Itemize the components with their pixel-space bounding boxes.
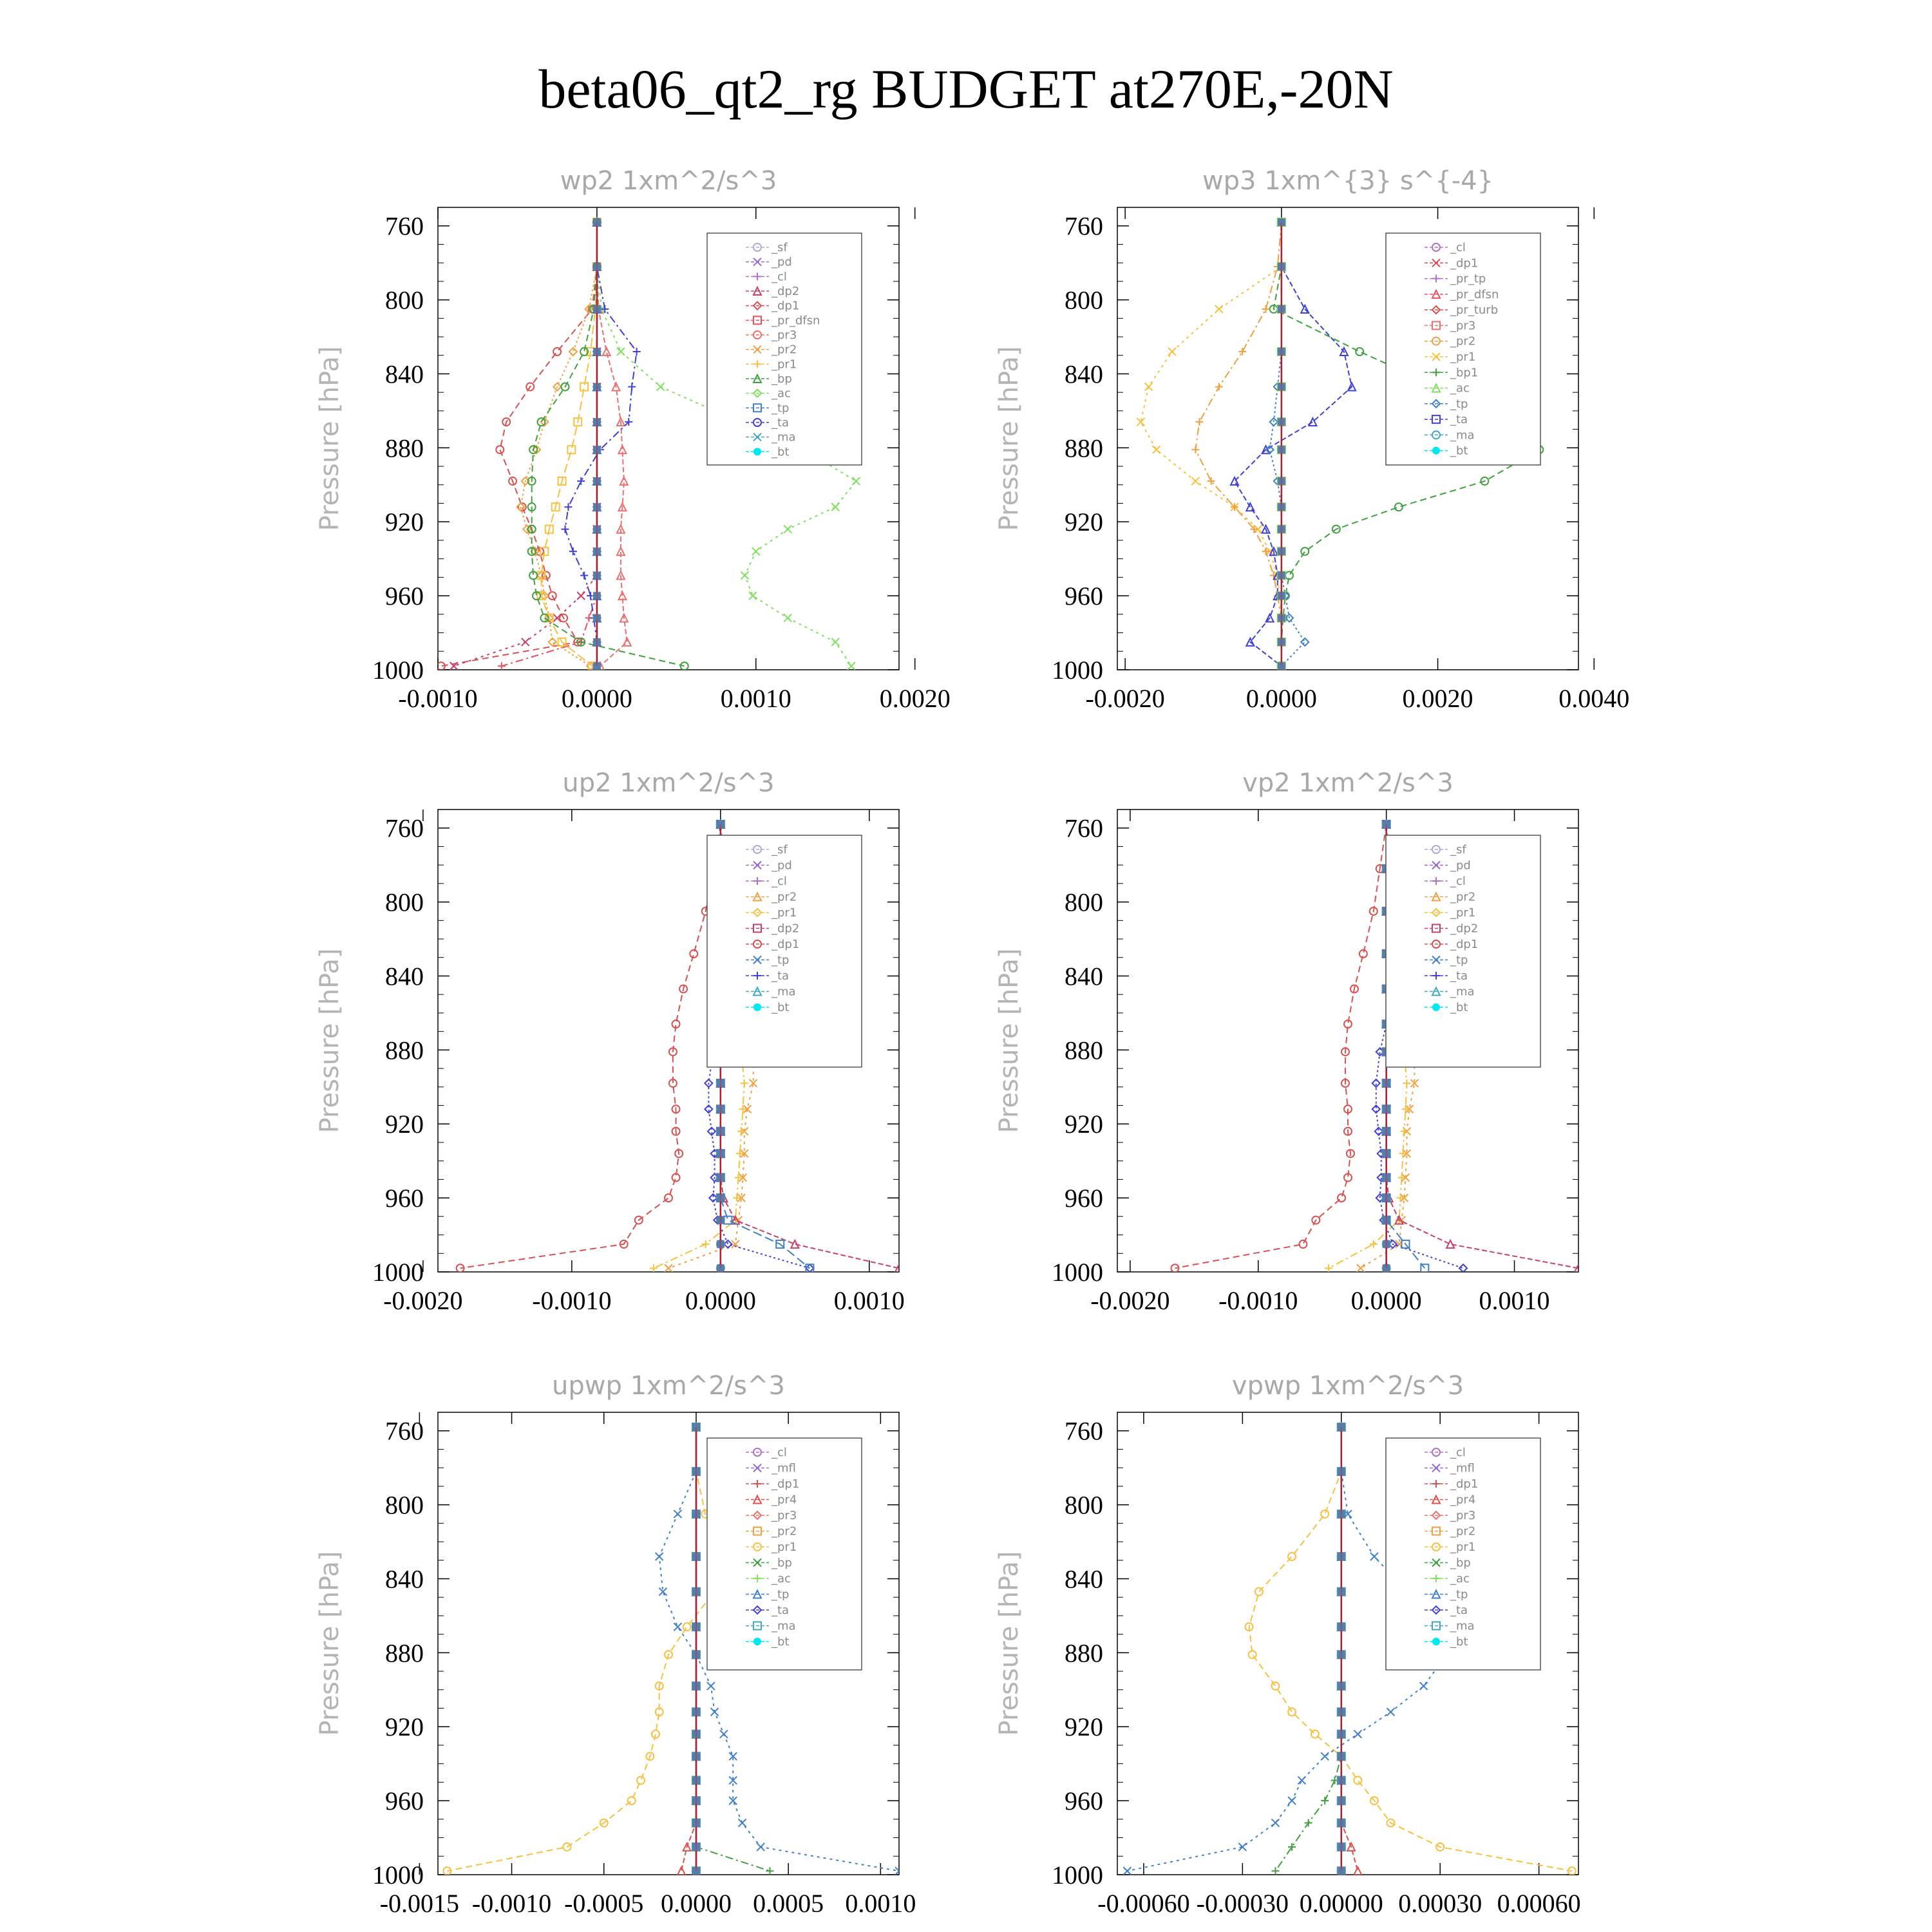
legend-label: _tp	[772, 401, 790, 415]
series-markers-pr_dfsn	[498, 218, 601, 670]
data-point	[593, 614, 601, 622]
panel-1	[315, 166, 951, 713]
y-axis-label: Pressure [hPa]	[994, 948, 1024, 1133]
y-tick-label: 960	[385, 1184, 424, 1213]
legend-label: _cl	[1450, 241, 1466, 254]
data-point	[593, 547, 601, 555]
x-tick-label: -0.0010	[398, 684, 478, 713]
legend-label: _tp	[1450, 1587, 1468, 1602]
y-tick-label: 800	[1065, 887, 1103, 917]
legend-label: _dp1	[1450, 256, 1479, 270]
y-tick-label: 1000	[372, 1861, 424, 1889]
legend-label: _pr1	[1450, 350, 1476, 364]
series-line-dp1	[1175, 824, 1387, 1268]
legend-label: _cl	[772, 875, 787, 888]
figure-title: beta06_qt2_rg BUDGET at270E,-20N	[538, 58, 1394, 120]
legend-label: _dp2	[772, 285, 800, 298]
data-point	[1278, 547, 1285, 555]
data-point	[1338, 1588, 1345, 1596]
data-point	[692, 1777, 700, 1785]
series-line-dp1	[460, 824, 721, 1268]
data-point	[692, 1819, 700, 1827]
data-point	[1338, 1651, 1345, 1658]
y-tick-label: 880	[385, 1036, 424, 1065]
legend	[1386, 233, 1540, 465]
y-tick-label: 920	[385, 1110, 424, 1139]
legend-label: _bt	[772, 1001, 790, 1014]
legend-label: _pr1	[1450, 1540, 1476, 1554]
data-point	[692, 1468, 700, 1475]
legend-label: _cl	[1450, 875, 1466, 888]
data-point	[1278, 263, 1285, 270]
x-tick-label: 0.0020	[1402, 684, 1473, 713]
legend-label: _bt	[1450, 444, 1468, 458]
legend-label: _pr2	[1450, 1524, 1476, 1539]
series-line-ta	[1235, 222, 1352, 666]
series-line-pr_dfsn	[502, 222, 597, 666]
data-point	[593, 638, 601, 646]
data-point	[593, 572, 601, 580]
legend-label: _pr4	[772, 1493, 797, 1507]
data-point	[1383, 1150, 1390, 1157]
legend-label: _bt	[1450, 1635, 1468, 1649]
data-point	[717, 1174, 724, 1182]
panel-4	[994, 768, 1582, 1315]
data-point	[1278, 526, 1285, 533]
x-tick-label: 0.00000	[1299, 1889, 1383, 1918]
legend-label: _ac	[1450, 1572, 1470, 1586]
y-tick-label: 960	[1065, 1786, 1103, 1816]
y-tick-label: 920	[1065, 1712, 1103, 1742]
y-tick-label: 760	[1065, 211, 1103, 241]
legend-label: _dp2	[1450, 922, 1479, 936]
data-point	[1383, 820, 1390, 828]
y-tick-label: 800	[385, 887, 424, 917]
y-tick-label: 760	[1065, 813, 1103, 843]
y-tick-label: 760	[1065, 1416, 1103, 1446]
legend-label: _bp	[772, 1556, 792, 1570]
data-point	[692, 1752, 700, 1760]
legend-label: _pd	[1450, 858, 1471, 873]
series-markers-pr3	[593, 218, 631, 670]
data-point	[1338, 1777, 1345, 1785]
legend-label: _tp	[1450, 397, 1468, 411]
legend-label: _pr1	[772, 357, 797, 372]
y-tick-label: 1000	[372, 1258, 424, 1287]
legend	[707, 233, 862, 465]
y-tick-label: 800	[1065, 285, 1103, 315]
data-point	[692, 1843, 700, 1851]
data-point	[1338, 1843, 1345, 1851]
legend-label: _ma	[772, 430, 796, 444]
series-line-bp	[1276, 1427, 1341, 1871]
data-point	[593, 477, 601, 485]
data-point	[1278, 572, 1285, 580]
x-tick-label: 0.00060	[1497, 1889, 1581, 1918]
legend-label: _dp1	[1450, 1477, 1479, 1491]
y-tick-label: 920	[385, 1712, 424, 1742]
y-tick-label: 840	[1065, 1564, 1103, 1594]
data-point	[1383, 1079, 1390, 1087]
data-point	[593, 503, 601, 511]
x-tick-label: 0.0010	[1479, 1286, 1550, 1315]
y-tick-label: 1000	[1052, 1258, 1103, 1287]
series-markers-pr1	[537, 218, 600, 670]
data-point	[593, 662, 601, 670]
legend-label: _bp	[1450, 1556, 1471, 1570]
legend-label: _mfl	[1450, 1461, 1475, 1475]
legend-label: _dp1	[772, 938, 800, 951]
x-tick-label: 0.0000	[660, 1889, 732, 1918]
legend-label: _dp1	[1450, 938, 1479, 951]
y-tick-label: 1000	[372, 656, 424, 685]
data-point	[1278, 592, 1285, 600]
legend-label: _pr_dfsn	[772, 314, 820, 328]
legend-label: _sf	[1450, 843, 1466, 857]
legend-label: _pd	[772, 255, 792, 269]
data-point	[593, 348, 601, 355]
x-tick-label: -0.0010	[1218, 1286, 1298, 1315]
data-point	[717, 1264, 724, 1272]
y-tick-label: 840	[385, 359, 424, 389]
x-tick-label: 0.0040	[1558, 684, 1630, 713]
legend-label: _pr1	[772, 1540, 797, 1554]
x-tick-label: 0.00030	[1398, 1889, 1482, 1918]
data-point	[1338, 1623, 1345, 1631]
series-markers-ta	[1231, 218, 1356, 670]
data-point	[593, 263, 601, 270]
y-tick-label: 920	[1065, 507, 1103, 537]
y-tick-label: 840	[1065, 359, 1103, 389]
x-tick-label: 0.0000	[1350, 1286, 1422, 1315]
x-tick-label: -0.00060	[1097, 1889, 1190, 1918]
legend-label: _pr3	[1450, 319, 1476, 333]
y-tick-label: 880	[1065, 1638, 1103, 1668]
x-ticks	[1085, 207, 1629, 713]
legend-label: _ma	[1450, 1619, 1475, 1633]
legend-label: _tp	[772, 1587, 790, 1602]
series-line-pr2	[1195, 222, 1281, 666]
y-tick-label: 800	[385, 285, 424, 315]
data-point	[1383, 1264, 1390, 1272]
legend	[1386, 1438, 1540, 1670]
legend-label: _pr_tp	[1450, 272, 1486, 286]
data-point	[1383, 1128, 1390, 1135]
data-point	[1278, 218, 1285, 226]
data-point	[1338, 1797, 1345, 1804]
legend-label: _pr1	[772, 906, 797, 920]
y-tick-label: 760	[385, 1416, 424, 1446]
legend-label: _ma	[772, 985, 796, 999]
y-tick-label: 800	[385, 1490, 424, 1520]
series-line-pr1	[1141, 222, 1281, 666]
data-point	[1338, 1468, 1345, 1475]
panel-3	[315, 768, 905, 1315]
data-point	[593, 446, 601, 453]
data-point	[717, 1150, 724, 1157]
legend-label: _tp	[1450, 953, 1468, 967]
series-markers-pr1	[443, 1423, 728, 1875]
data-point	[1383, 1105, 1390, 1113]
legend-label: _sf	[772, 843, 788, 857]
data-point	[1278, 446, 1285, 453]
x-tick-label: -0.0020	[383, 1286, 463, 1315]
y-tick-label: 960	[1065, 582, 1103, 611]
x-tick-label: 0.0000	[685, 1286, 756, 1315]
x-tick-label: 0.0005	[753, 1889, 824, 1918]
y-tick-label: 880	[1065, 433, 1103, 463]
y-tick-label: 840	[1065, 961, 1103, 991]
data-point	[692, 1623, 700, 1631]
x-tick-label: -0.0010	[532, 1286, 612, 1315]
data-point	[717, 1194, 724, 1202]
y-axis-label: Pressure [hPa]	[315, 948, 345, 1133]
legend-label: _bp1	[1450, 366, 1479, 380]
panel-title: up2 1xm^2/s^3	[562, 768, 775, 798]
data-point	[1338, 1752, 1345, 1760]
legend-label: _pr3	[772, 328, 797, 342]
legend-label: _bt	[1450, 1001, 1468, 1014]
panel-5	[315, 1371, 916, 1918]
data-point	[1338, 1553, 1345, 1560]
data-point	[692, 1867, 700, 1875]
data-point	[1338, 1682, 1345, 1690]
series-markers-dp2	[450, 218, 601, 670]
data-point	[717, 1079, 724, 1087]
legend-label: _bp	[772, 372, 792, 386]
y-tick-label: 1000	[1052, 656, 1103, 685]
data-point	[1278, 662, 1285, 670]
legend-label: _pr3	[772, 1509, 797, 1522]
x-tick-label: -0.00030	[1196, 1889, 1289, 1918]
data-point	[1338, 1423, 1345, 1431]
series-markers-dp1	[437, 218, 601, 670]
legend-label: _pd	[772, 858, 792, 873]
panel-title: wp3 1xm^{3} s^{-4}	[1202, 166, 1494, 196]
y-tick-label: 920	[385, 507, 424, 537]
legend-label: _ta	[1450, 969, 1468, 983]
legend-label: _ta	[1450, 1604, 1468, 1617]
legend-label: _pr_turb	[1450, 303, 1499, 317]
legend-label: _bt	[772, 1635, 790, 1649]
panel-title: vp2 1xm^2/s^3	[1242, 768, 1454, 798]
data-point	[1383, 1240, 1390, 1248]
series-markers-pr2	[1191, 218, 1285, 670]
legend-label: _ta	[772, 969, 790, 983]
data-point	[593, 305, 601, 313]
data-point	[1338, 1708, 1345, 1716]
y-tick-label: 880	[1065, 1036, 1103, 1065]
data-point	[692, 1651, 700, 1658]
legend-label: _tp	[772, 953, 790, 967]
data-point	[692, 1588, 700, 1596]
legend-label: _ac	[772, 386, 791, 401]
y-axis-label: Pressure [hPa]	[315, 1551, 345, 1736]
data-point	[1278, 348, 1285, 355]
x-ticks	[398, 207, 950, 713]
legend-label: _cl	[1450, 1446, 1466, 1459]
data-point	[1278, 383, 1285, 391]
legend-label: _pr2	[772, 890, 797, 904]
y-tick-label: 760	[385, 813, 424, 843]
data-point	[1338, 1867, 1345, 1875]
series-line-dp2	[454, 222, 597, 666]
data-point	[1278, 503, 1285, 511]
y-tick-label: 960	[385, 582, 424, 611]
legend-label: _cl	[772, 1446, 787, 1459]
x-tick-label: -0.0020	[1090, 1286, 1170, 1315]
data-point	[1278, 418, 1285, 426]
zero-markers	[1338, 1423, 1345, 1875]
legend-label: _dp2	[772, 922, 800, 936]
x-tick-label: 0.0000	[1245, 684, 1317, 713]
legend-label: _ta	[772, 1604, 790, 1617]
legend-marker	[753, 1638, 761, 1645]
y-tick-label: 960	[385, 1786, 424, 1816]
x-tick-label: 0.0010	[845, 1889, 916, 1918]
legend-label: _sf	[772, 241, 788, 254]
y-tick-label: 920	[1065, 1110, 1103, 1139]
legend-label: _ac	[772, 1572, 791, 1586]
data-point	[692, 1730, 700, 1738]
data-point	[692, 1553, 700, 1560]
data-point	[692, 1797, 700, 1804]
data-point	[1278, 638, 1285, 646]
x-tick-label: -0.0010	[471, 1889, 552, 1918]
legend-label: _dp1	[772, 299, 800, 313]
data-point	[1278, 477, 1285, 485]
legend-label: _ma	[1450, 428, 1475, 442]
data-point	[1278, 305, 1285, 313]
y-tick-label: 880	[385, 1638, 424, 1668]
data-point	[717, 820, 724, 828]
data-point	[1338, 1730, 1345, 1738]
zero-markers	[692, 1423, 700, 1875]
legend-label: _ta	[1450, 413, 1468, 427]
legend	[707, 835, 862, 1067]
data-point	[1278, 614, 1285, 622]
series-line-pr2	[520, 222, 597, 666]
panel-2	[994, 166, 1629, 713]
series-line-pr1	[542, 222, 597, 666]
y-tick-label: 840	[385, 961, 424, 991]
series-line-pr1	[447, 1427, 724, 1871]
legend-marker	[1432, 447, 1440, 455]
data-point	[717, 1128, 724, 1135]
legend-label: _pr2	[772, 1524, 797, 1539]
x-tick-label: -0.0005	[564, 1889, 644, 1918]
data-point	[1383, 1217, 1390, 1224]
data-point	[593, 592, 601, 600]
legend-marker	[753, 1003, 761, 1011]
data-point	[692, 1682, 700, 1690]
data-point	[692, 1423, 700, 1431]
legend-label: _pr3	[1450, 1509, 1476, 1522]
panel-6	[994, 1371, 1581, 1918]
x-tick-label: 0.0010	[720, 684, 791, 713]
y-tick-label: 880	[385, 433, 424, 463]
series-line-dp1	[441, 222, 597, 666]
legend-label: _pr2	[1450, 890, 1476, 904]
legend-label: _ac	[1450, 381, 1470, 395]
legend-label: _pr1	[1450, 906, 1476, 920]
data-point	[1338, 1819, 1345, 1827]
legend-label: _pr2	[1450, 334, 1476, 348]
legend-label: _mfl	[772, 1461, 796, 1475]
y-tick-label: 760	[385, 211, 424, 241]
x-tick-label: 0.0000	[561, 684, 632, 713]
panel-title: upwp 1xm^2/s^3	[552, 1371, 785, 1401]
series-markers-pr2	[516, 218, 601, 670]
legend-label: _dp1	[772, 1477, 800, 1491]
data-point	[593, 383, 601, 391]
panel-title: wp2 1xm^2/s^3	[560, 166, 777, 196]
data-point	[692, 1510, 700, 1518]
x-tick-label: 0.0010	[833, 1286, 905, 1315]
panel-title: vpwp 1xm^2/s^3	[1231, 1371, 1464, 1401]
series-markers-dp1	[457, 820, 724, 1272]
legend-marker	[753, 448, 761, 455]
legend-label: _ma	[772, 1619, 796, 1633]
x-tick-label: -0.0020	[1085, 684, 1165, 713]
data-point	[593, 418, 601, 426]
data-point	[1383, 1174, 1390, 1182]
legend	[707, 1438, 862, 1670]
data-point	[1338, 1510, 1345, 1518]
data-point	[593, 218, 601, 226]
legend-label: _pr2	[772, 343, 797, 357]
y-tick-label: 960	[1065, 1184, 1103, 1213]
y-tick-label: 1000	[1052, 1861, 1103, 1889]
legend-label: _pr4	[1450, 1493, 1476, 1507]
y-tick-label: 840	[385, 1564, 424, 1594]
series-markers-bp	[528, 218, 688, 670]
series-markers-pr1	[1137, 218, 1285, 670]
legend-marker	[1432, 1638, 1440, 1645]
data-point	[717, 1217, 724, 1224]
x-tick-label: -0.0015	[379, 1889, 460, 1918]
data-point	[717, 1105, 724, 1113]
data-point	[717, 1240, 724, 1248]
y-tick-label: 800	[1065, 1490, 1103, 1520]
data-point	[692, 1708, 700, 1716]
legend	[1386, 835, 1540, 1067]
y-axis-label: Pressure [hPa]	[994, 346, 1024, 531]
x-tick-label: 0.0020	[879, 684, 951, 713]
legend-label: _ma	[1450, 985, 1475, 999]
legend-label: _ta	[772, 416, 790, 430]
y-axis-label: Pressure [hPa]	[994, 1551, 1024, 1736]
legend-label: _pr_dfsn	[1450, 287, 1499, 301]
data-point	[593, 526, 601, 533]
y-axis-label: Pressure [hPa]	[315, 346, 345, 531]
legend-label: _cl	[772, 270, 787, 284]
legend-label: _bt	[772, 445, 790, 459]
series-markers-dp1	[1171, 820, 1390, 1272]
data-point	[1383, 1194, 1390, 1202]
legend-marker	[1432, 1003, 1440, 1011]
